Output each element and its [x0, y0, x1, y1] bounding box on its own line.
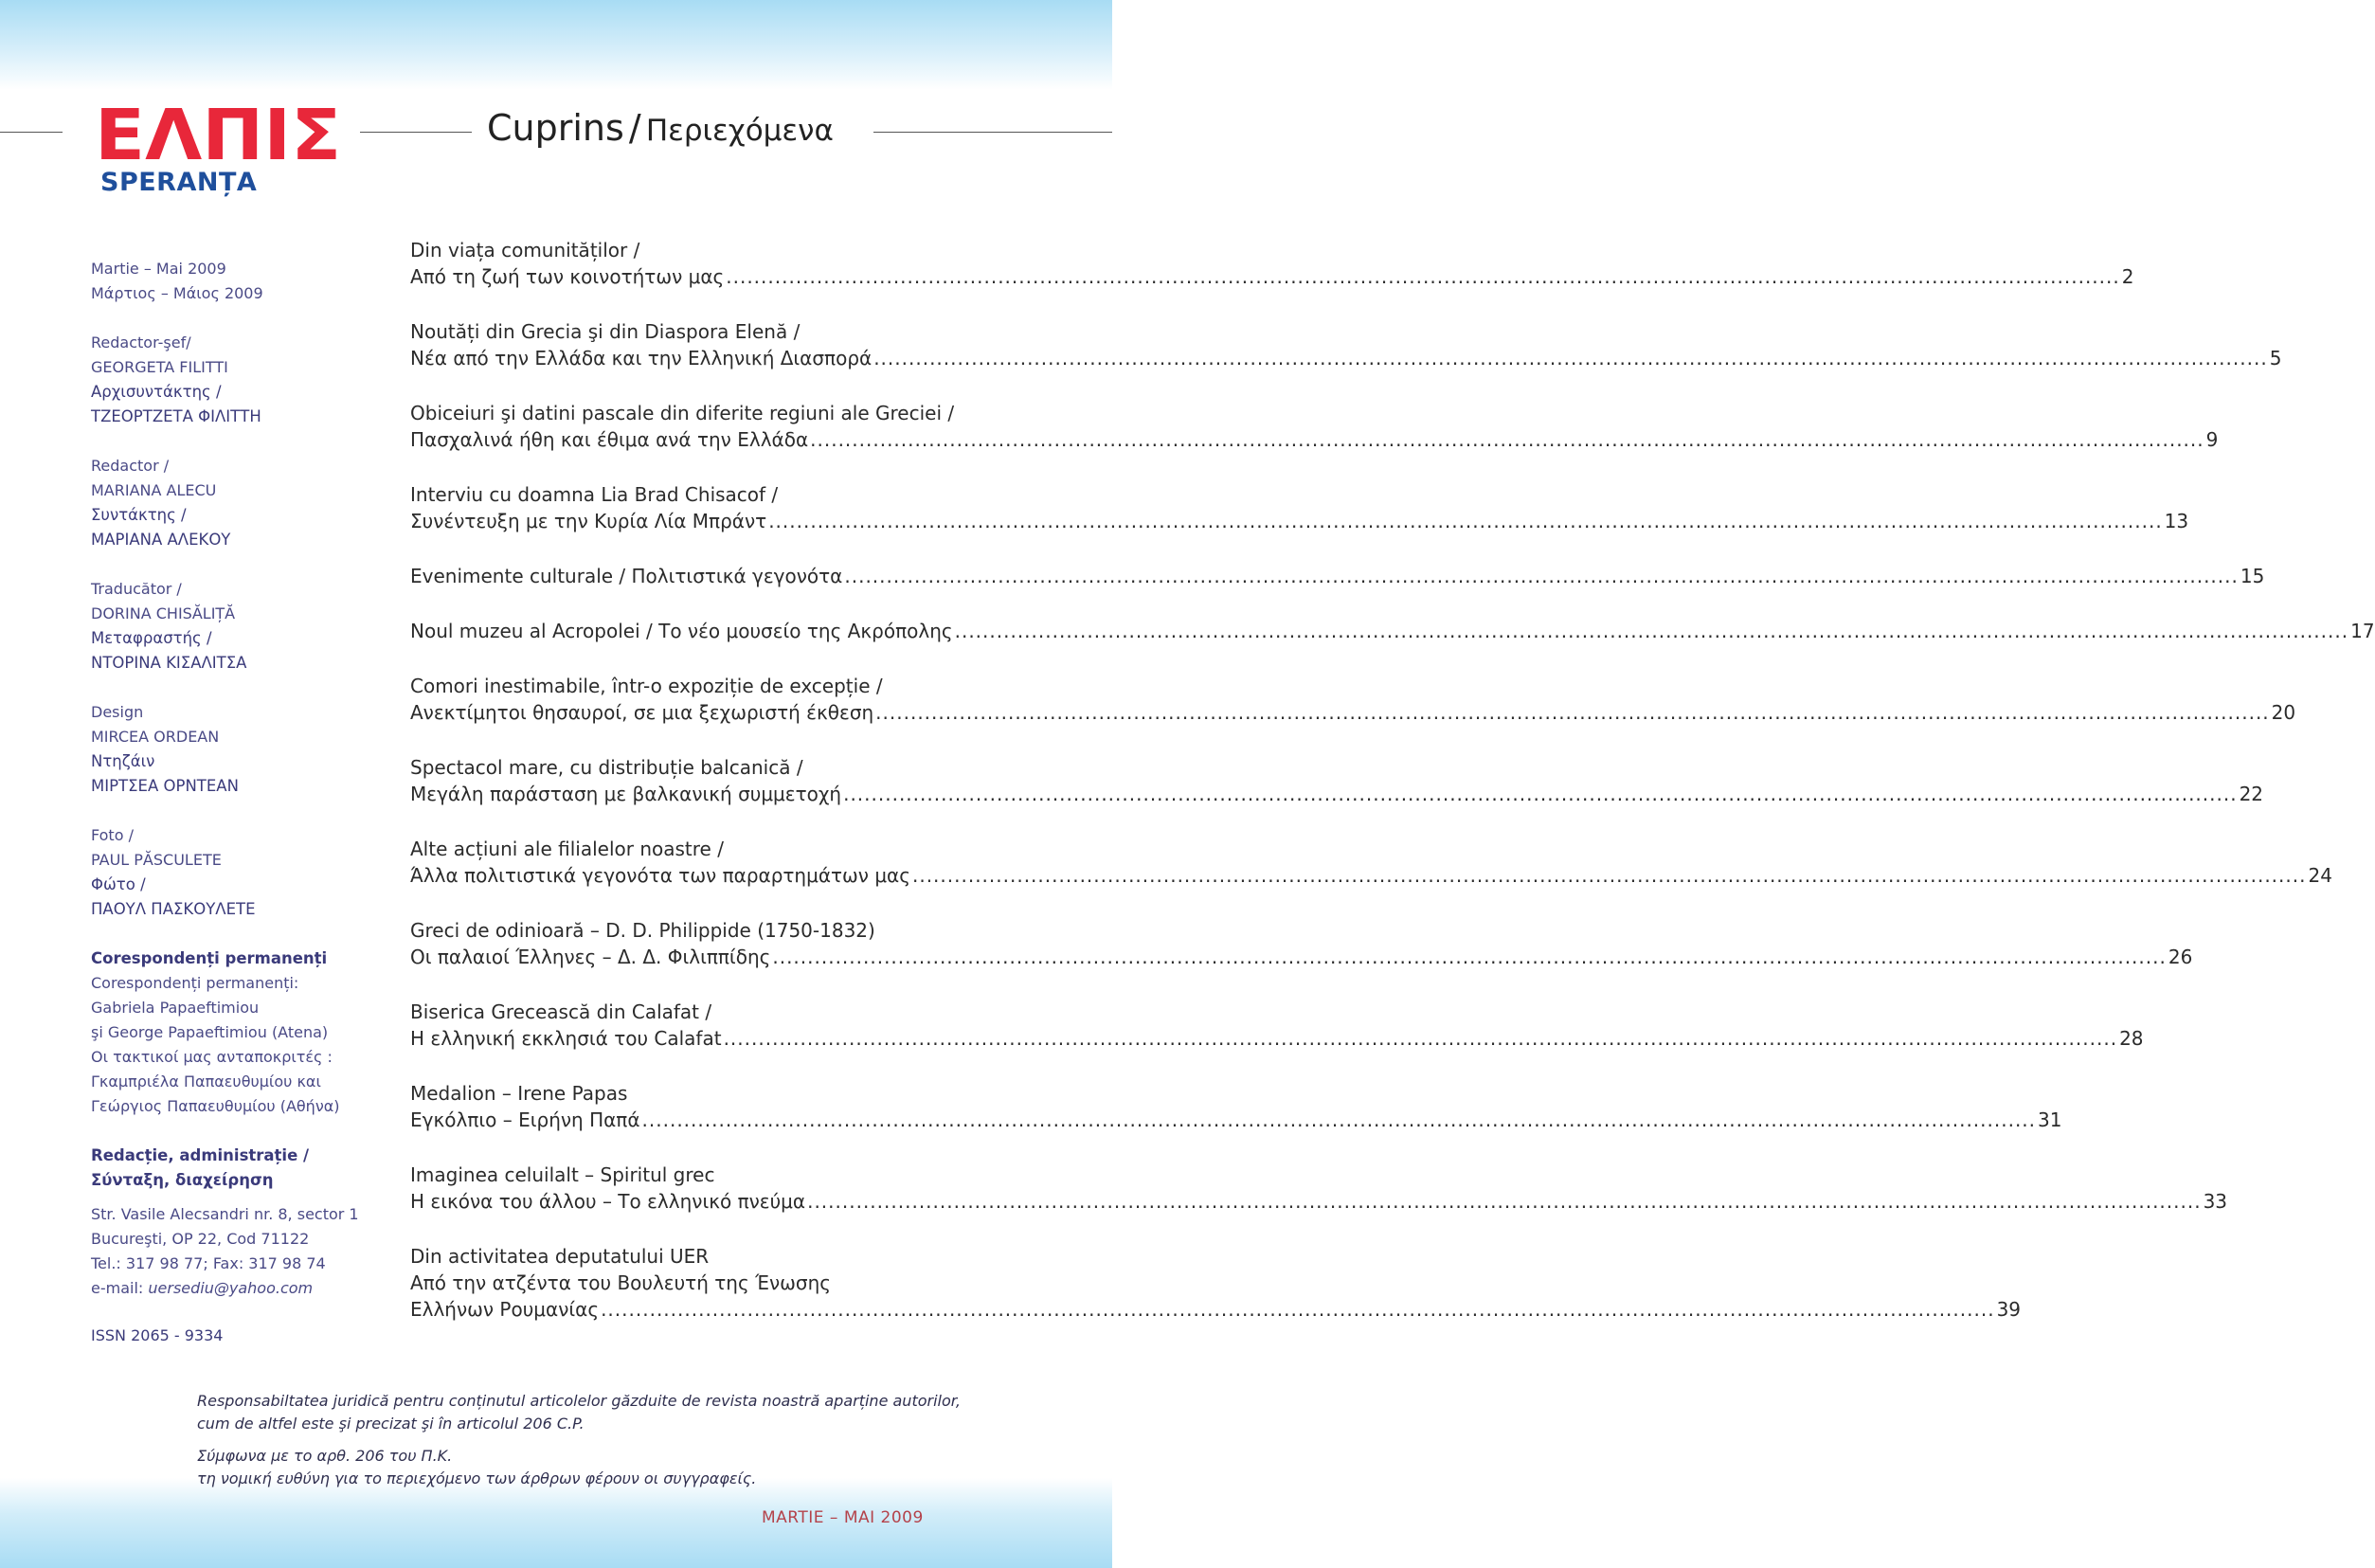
- translator-name-ro: DORINA CHISĂLIȚĂ: [91, 604, 236, 622]
- toc-page-number: 26: [2168, 946, 2193, 968]
- editor-chief-name-ro: GEORGETA FILITTI: [91, 358, 228, 376]
- toc-entry-title-line: Εγκόλπιο – Ειρήνη Παπά: [410, 1108, 640, 1131]
- office-heading-ro: Redacție, administrație /: [91, 1146, 310, 1164]
- photo-name-el: ΠΑΟΥΛ ΠΑΣΚΟΥΛΕΤΕ: [91, 900, 256, 918]
- toc-entry-title-line: Din activitatea deputatului UER: [410, 1245, 710, 1268]
- dot-leader: ........................................................................................................................................................................................................: [873, 347, 2268, 369]
- toc-entry[interactable]: [410, 1243, 2022, 1323]
- toc-entry-leader-line: [410, 944, 2193, 970]
- correspondents-heading: Corespondenți permanenți: [91, 949, 328, 967]
- toc-page-number: 39: [1996, 1298, 2022, 1321]
- correspondents-line: Γεώργιος Παπαευθυμίου (Αθήνα): [91, 1097, 340, 1115]
- dot-leader: ........................................................................................................................................................................................................: [843, 783, 2238, 805]
- editor-role-ro: Redactor /: [91, 457, 170, 475]
- page-title: [487, 107, 834, 149]
- toc-entry-title-line: Spectacol mare, cu distribuție balcanică /: [410, 756, 803, 779]
- toc-entry-title-line: Μεγάλη παράσταση με βαλκανική συμμετοχή: [410, 783, 842, 805]
- title-romanian: Cuprins: [487, 107, 624, 149]
- toc-entry-title-line: Από την ατζέντα του Βουλευτή της Ένωσης: [410, 1271, 832, 1294]
- toc-page-number: 17: [2350, 620, 2375, 642]
- editor-chief-name-el: ΤΖΕΟΡΤΖΕΤΑ ΦΙΛΙΤΤΗ: [91, 407, 261, 425]
- toc-entry-title-line: Biserica Grecească din Calafat /: [410, 1000, 712, 1023]
- toc-entry-leader-line: [410, 862, 2332, 889]
- toc-entry-title-line: Greci de odinioară – D. D. Philippide (1750-1832): [410, 919, 875, 942]
- toc-page-number: 31: [2038, 1108, 2062, 1131]
- toc-entry[interactable]: [410, 237, 2134, 290]
- design-name-ro: MIRCEA ORDEAN: [91, 728, 220, 746]
- toc-entry-title-line: Imaginea celuilalt – Spiritul grec: [410, 1163, 715, 1186]
- toc-entry-title-line: Πασχαλινά ήθη και έθιμα ανά την Ελλάδα: [410, 428, 809, 451]
- dot-leader: ........................................................................................................................................................................................................: [723, 1027, 2118, 1050]
- dot-leader: ........................................................................................................................................................................................................: [875, 701, 2270, 724]
- toc-page-number: 13: [2164, 510, 2189, 532]
- table-of-contents: [410, 237, 2375, 1351]
- toc-page-number: 9: [2205, 428, 2219, 451]
- correspondents-line: Corespondenți permanenți:: [91, 974, 299, 992]
- toc-entry[interactable]: [410, 1080, 2062, 1133]
- toc-entry[interactable]: [410, 563, 2265, 589]
- toc-entry-leader-line: [410, 345, 2282, 371]
- dot-leader: ........................................................................................................................................................................................................: [807, 1190, 2202, 1213]
- disclaimer-ro-line: cum de altfel este şi precizat şi în articolul 206 C.P.: [197, 1415, 585, 1433]
- office-heading-el: Σύνταξη, διαχείρηση: [91, 1171, 274, 1189]
- toc-page-number: 5: [2269, 347, 2282, 369]
- photo-role-el: Φώτο /: [91, 875, 146, 893]
- dot-leader: ........................................................................................................................................................................................................: [726, 265, 2120, 288]
- email-address[interactable]: uersediu@yahoo.com: [148, 1279, 314, 1297]
- dot-leader: ........................................................................................................................................................................................................: [601, 1298, 1995, 1321]
- toc-entry-title-line: Evenimente culturale / Πολιτιστικά γεγονότα: [410, 565, 843, 587]
- toc-entry-title-line: Din viața comunităților /: [410, 239, 640, 261]
- email-label: e-mail:: [91, 1279, 149, 1297]
- translator-role-el: Μεταφραστής /: [91, 629, 212, 647]
- legal-disclaimer: [197, 1390, 1031, 1490]
- disclaimer-el-line: τη νομική ευθύνη για το περιεχόμενο των άρθρων φέρουν οι συγγραφείς.: [197, 1469, 757, 1487]
- issue-date-el: Μάρτιος – Μάιος 2009: [91, 284, 263, 302]
- address-line: Bucureşti, OP 22, Cod 71122: [91, 1230, 310, 1248]
- toc-entry-title-line: Οι παλαιοί Έλληνες – Δ. Δ. Φιλιππίδης: [410, 946, 771, 968]
- photo-role-ro: Foto /: [91, 826, 134, 844]
- toc-entry[interactable]: [410, 618, 2375, 644]
- toc-entry-title-line: Alte acțiuni ale filialelor noastre /: [410, 838, 724, 860]
- correspondents-line: Gabriela Papaeftimiou: [91, 999, 260, 1017]
- toc-entry-title-line: Ελλήνων Ρουμανίας: [410, 1298, 600, 1321]
- toc-entry[interactable]: [410, 318, 2282, 371]
- toc-entry-title-line: Noutăți din Grecia şi din Diaspora Elenă /: [410, 320, 801, 343]
- toc-entry-leader-line: [410, 563, 2265, 589]
- header-rule-left: [0, 132, 63, 133]
- correspondents-line: şi George Papaeftimiou (Atena): [91, 1023, 329, 1041]
- dot-leader: ........................................................................................................................................................................................................: [768, 510, 2163, 532]
- dot-leader: ........................................................................................................................................................................................................: [772, 946, 2167, 968]
- toc-entry[interactable]: [410, 754, 2264, 807]
- toc-page-number: 22: [2239, 783, 2264, 805]
- top-gradient-band: [0, 0, 1112, 90]
- toc-entry-title-line: Ανεκτίμητοι θησαυροί, σε μια ξεχωριστή έκθεση: [410, 701, 874, 724]
- dot-leader: ........................................................................................................................................................................................................: [954, 620, 2349, 642]
- translator-role-ro: Traducător /: [91, 580, 182, 598]
- toc-entry[interactable]: [410, 400, 2219, 453]
- toc-entry[interactable]: [410, 481, 2189, 534]
- magazine-logo: [95, 95, 342, 197]
- toc-entry-leader-line: [410, 426, 2219, 453]
- translator-name-el: ΝΤΟΡΙΝΑ ΚΙΣΑΛΙΤΣΑ: [91, 654, 247, 672]
- header-rule-middle: [360, 132, 472, 133]
- title-greek: Περιεχόμενα: [645, 114, 834, 148]
- bottom-gradient-band: [0, 1478, 1112, 1568]
- correspondents-line: Γκαμπριέλα Παπαευθυμίου και: [91, 1072, 321, 1090]
- toc-entry-title-line: Interviu cu doamna Lia Brad Chisacof /: [410, 483, 779, 506]
- toc-page-number: 20: [2271, 701, 2296, 724]
- toc-entry-leader-line: [410, 1188, 2228, 1215]
- design-role-ro: Design: [91, 703, 144, 721]
- logo-greek-text: ΕΛΠΙΣ: [95, 95, 342, 176]
- toc-entry-title-line: Comori inestimabile, într-o expoziție de excepție /: [410, 675, 883, 697]
- issn: ISSN 2065 - 9334: [91, 1326, 224, 1344]
- toc-entry-leader-line: [410, 1107, 2062, 1133]
- toc-entry[interactable]: [410, 1162, 2228, 1215]
- toc-page-number: 33: [2203, 1190, 2228, 1213]
- editor-chief-role-el: Αρχισυντάκτης /: [91, 383, 222, 401]
- toc-entry-title-line: Από τη ζωή των κοινοτήτων μας: [410, 265, 725, 288]
- toc-entry-leader-line: [410, 699, 2296, 726]
- toc-entry-leader-line: [410, 1025, 2144, 1052]
- toc-entry[interactable]: [410, 917, 2193, 970]
- editor-name-el: ΜΑΡΙΑΝΑ ΑΛΕΚΟΥ: [91, 531, 231, 549]
- toc-entry[interactable]: [410, 836, 2332, 889]
- disclaimer-el-line: Σύμφωνα με το αρθ. 206 του Π.Κ.: [197, 1447, 453, 1465]
- toc-page-number: 28: [2119, 1027, 2144, 1050]
- design-role-el: Ντηζάιν: [91, 752, 155, 770]
- editor-name-ro: MARIANA ALECU: [91, 481, 217, 499]
- toc-entry-title-line: Obiceiuri şi datini pascale din diferite regiuni ale Greciei /: [410, 402, 955, 424]
- toc-entry-leader-line: [410, 508, 2189, 534]
- photo-name-ro: PAUL PĂSCULETE: [91, 851, 222, 869]
- dot-leader: ........................................................................................................................................................................................................: [810, 428, 2204, 451]
- toc-entry[interactable]: [410, 999, 2144, 1052]
- correspondents-line: Οι τακτικοί μας ανταποκριτές :: [91, 1048, 333, 1066]
- toc-entry-title-line: Νέα από την Ελλάδα και την Ελληνική Διασπορά: [410, 347, 873, 369]
- toc-entry-leader-line: [410, 1296, 2022, 1323]
- email-line: [91, 1276, 385, 1301]
- toc-entry-title-line: Άλλα πολιτιστικά γεγονότα των παραρτημάτων μας: [410, 864, 910, 887]
- toc-entry-leader-line: [410, 781, 2264, 807]
- toc-entry-title-line: Η εικόνα του άλλου – Το ελληνικό πνεύμα: [410, 1190, 806, 1213]
- editor-role-el: Συντάκτης /: [91, 506, 187, 524]
- toc-page-number: 2: [2121, 265, 2134, 288]
- toc-page-number: 24: [2308, 864, 2332, 887]
- toc-entry-leader-line: [410, 618, 2375, 644]
- toc-entry-title-line: Η ελληνική εκκλησιά του Calafat: [410, 1027, 722, 1050]
- toc-entry-title-line: Συνέντευξη με την Κυρία Λία Μπράντ: [410, 510, 767, 532]
- design-name-el: ΜΙΡΤΣΕΑ ΟΡΝΤΕΑΝ: [91, 777, 239, 795]
- toc-page-number: 15: [2240, 565, 2265, 587]
- logo-latin-text: SPERANȚA: [100, 168, 258, 197]
- toc-entry[interactable]: [410, 673, 2296, 726]
- toc-entry-leader-line: [410, 263, 2134, 290]
- toc-entry-title-line: Noul muzeu al Acropolei / Το νέο μουσείο της Ακρόπολης: [410, 620, 953, 642]
- address-line: Str. Vasile Alecsandri nr. 8, sector 1: [91, 1205, 359, 1223]
- phone-fax-line: Tel.: 317 98 77; Fax: 317 98 74: [91, 1254, 326, 1272]
- dot-leader: ........................................................................................................................................................................................................: [641, 1108, 2037, 1131]
- title-separator: /: [628, 107, 641, 149]
- toc-entry-title-line: Medalion – Irene Papas: [410, 1082, 628, 1105]
- issue-date-ro: Martie – Mai 2009: [91, 260, 226, 278]
- dot-leader: ........................................................................................................................................................................................................: [911, 864, 2307, 887]
- header-rule-right: [873, 132, 1112, 133]
- editor-chief-role-ro: Redactor-şef/: [91, 333, 191, 351]
- dot-leader: ........................................................................................................................................................................................................: [844, 565, 2239, 587]
- masthead-credits: [91, 257, 385, 1301]
- footer-issue-date: MARTIE – MAI 2009: [762, 1508, 924, 1527]
- disclaimer-ro-line: Responsabiltatea juridică pentru conținutul articolelor găzduite de revista noastră aparține autorilor,: [197, 1392, 961, 1410]
